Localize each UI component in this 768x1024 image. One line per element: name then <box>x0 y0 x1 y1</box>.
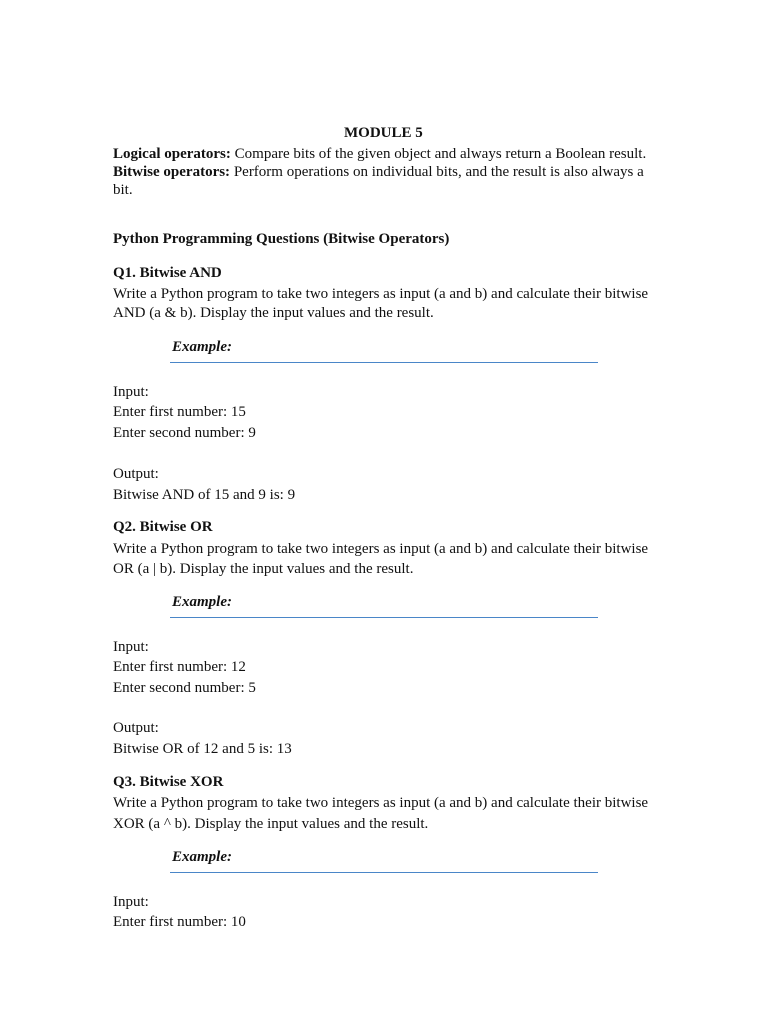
q3-example-label: Example: <box>172 849 232 865</box>
q3-input-label: Input: <box>113 894 149 910</box>
q3-description-line1: Write a Python program to take two integers as input (a and b) and calculate their bitwise <box>113 795 649 811</box>
logical-operators-text: Compare bits of the given object and always return a Boolean result. <box>230 146 647 162</box>
q1-output-line: Bitwise AND of 15 and 9 is: 9 <box>113 487 296 503</box>
q3-description-line2: XOR (a ^ b). Display the input values and the result. <box>113 816 429 832</box>
bitwise-operators-text-cont: bit. <box>113 182 133 198</box>
q1-heading: Q1. Bitwise AND <box>113 265 222 281</box>
section-heading: Python Programming Questions (Bitwise Operators) <box>113 231 450 247</box>
q2-description-line2: OR (a | b). Display the input values and the result. <box>113 561 414 577</box>
bitwise-operators-label: Bitwise operators: <box>113 164 231 180</box>
module-title: MODULE 5 <box>344 125 423 141</box>
q2-output-label: Output: <box>113 720 159 736</box>
q2-input-label: Input: <box>113 639 149 655</box>
logical-operators-label: Logical operators: <box>113 146 231 162</box>
q2-input-line2: Enter second number: 5 <box>113 680 256 696</box>
q2-description-line1: Write a Python program to take two integers as input (a and b) and calculate their bitwise <box>113 541 649 557</box>
q1-description-line2: AND (a & b). Display the input values and the result. <box>113 305 434 321</box>
q2-output-line: Bitwise OR of 12 and 5 is: 13 <box>113 741 292 757</box>
q3-input-line1: Enter first number: 10 <box>113 914 246 930</box>
q3-heading: Q3. Bitwise XOR <box>113 774 224 790</box>
q1-example-rule <box>170 362 598 363</box>
q1-example-label: Example: <box>172 339 232 355</box>
bitwise-operators-text: Perform operations on individual bits, and the result is also always a <box>230 164 644 180</box>
q1-input-label: Input: <box>113 384 149 400</box>
q2-example-label: Example: <box>172 594 232 610</box>
q3-example-rule <box>170 872 598 873</box>
q2-input-line1: Enter first number: 12 <box>113 659 246 675</box>
q1-output-label: Output: <box>113 466 159 482</box>
q1-input-line1: Enter first number: 15 <box>113 404 246 420</box>
q2-heading: Q2. Bitwise OR <box>113 519 213 535</box>
bitwise-operators-line <box>113 163 644 182</box>
logical-operators-line <box>113 145 646 164</box>
q2-example-rule <box>170 617 598 618</box>
q1-input-line2: Enter second number: 9 <box>113 425 256 441</box>
q1-description-line1: Write a Python program to take two integers as input (a and b) and calculate their bitwise <box>113 286 649 302</box>
